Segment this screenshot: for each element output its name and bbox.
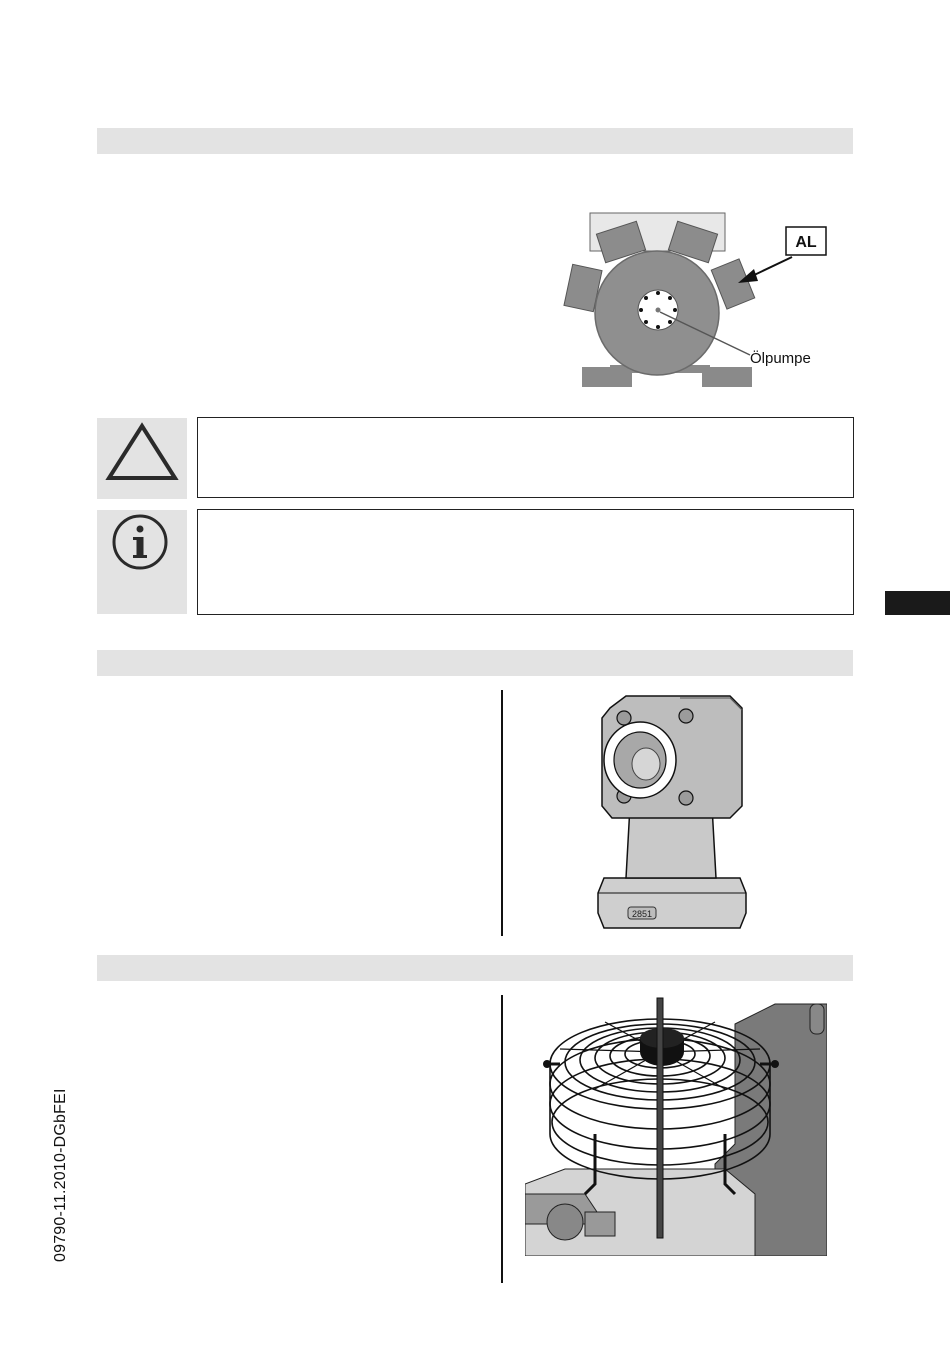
column-divider-3 — [501, 995, 503, 1283]
warning-triangle-icon — [97, 418, 187, 499]
column-divider-2 — [501, 690, 503, 936]
oil-pump-diagram — [560, 205, 840, 395]
chapter-tab — [885, 591, 950, 615]
info-circle-icon — [97, 510, 187, 614]
info-notice-box — [197, 509, 854, 615]
warning-icon-panel — [97, 418, 187, 499]
section-header-bar-1 — [97, 128, 853, 154]
section-header-bar-3 — [97, 955, 853, 981]
flange-part-illustration — [590, 688, 755, 936]
part-marking-text: 2851 — [631, 909, 653, 919]
oilpump-callout-label: Ölpumpe — [750, 350, 811, 367]
document-number: 09790-11.2010-DGbFEI — [52, 1088, 69, 1262]
al-label: AL — [795, 234, 817, 251]
fan-illustration — [525, 994, 827, 1256]
info-icon-panel — [97, 510, 187, 614]
section-header-bar-2 — [97, 650, 853, 676]
warning-notice-box — [197, 417, 854, 498]
